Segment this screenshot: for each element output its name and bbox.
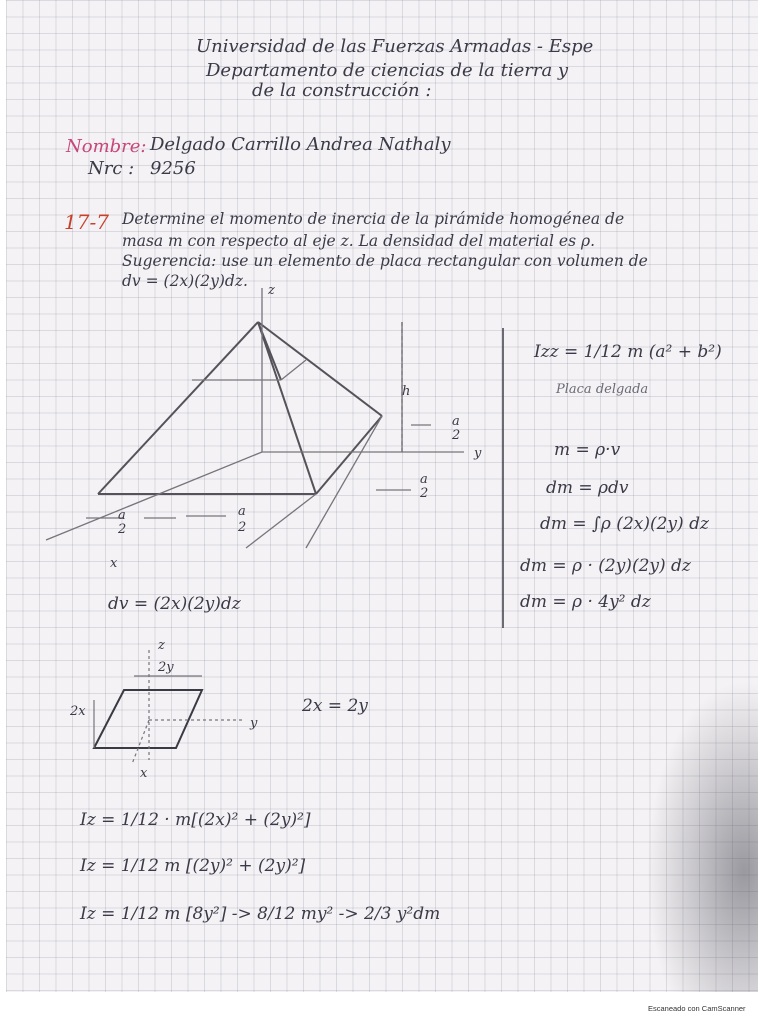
- scanner-watermark: Escaneado con CamScanner: [648, 1004, 746, 1013]
- dm-step-3: dm = ρ · (2y)(2y) dz: [520, 556, 691, 576]
- height-label: h: [402, 384, 411, 399]
- plate-y-label: y: [250, 716, 258, 731]
- page-shadow: [646, 680, 758, 992]
- name-label: Nombre:: [66, 136, 147, 157]
- derivation-line-2: Iz = 1/12 m [(2y)² + (2y)²]: [80, 856, 306, 876]
- a-half-bottom2-num: a: [238, 504, 246, 519]
- y-axis-label: y: [474, 446, 482, 461]
- header-construction: de la construcción :: [252, 80, 432, 101]
- plate-z-label: z: [158, 638, 165, 653]
- x-axis-label: x: [110, 556, 118, 571]
- izz-formula: Izz = 1/12 m (a² + b²): [534, 342, 722, 362]
- problem-line-3: Sugerencia: use un elemento de placa rectangular con volumen de: [122, 252, 648, 270]
- a-half-bottom1-den: 2: [118, 522, 127, 537]
- nrc-label: Nrc :: [88, 158, 135, 179]
- problem-line-2: masa m con respecto al eje z. La densidad del material es ρ.: [122, 232, 595, 250]
- a-half-bottom2-den: 2: [238, 520, 247, 535]
- header-university: Universidad de las Fuerzas Armadas - Espe: [196, 36, 594, 57]
- a-half-right-den: 2: [420, 486, 429, 501]
- a-half-right-num: a: [420, 472, 428, 487]
- dm-step-1: dm = ρdv: [546, 478, 629, 498]
- problem-number: 17-7: [64, 210, 109, 234]
- dm-step-2: dm = ∫ρ (2x)(2y) dz: [540, 514, 709, 534]
- notebook-page: [6, 0, 758, 992]
- nrc-value: 9256: [150, 158, 196, 179]
- placa-delgada-note: Placa delgada: [556, 382, 649, 397]
- mass-density-volume: m = ρ·v: [554, 440, 621, 460]
- problem-line-1: Determine el momento de inercia de la pirámide homogénea de: [122, 210, 625, 228]
- a-half-upper-den: 2: [452, 428, 461, 443]
- header-department: Departamento de ciencias de la tierra y: [206, 60, 569, 81]
- derivation-line-1: Iz = 1/12 · m[(2x)² + (2y)²]: [80, 810, 311, 830]
- plate-relation: 2x = 2y: [302, 696, 368, 716]
- derivation-line-3: Iz = 1/12 m [8y²] -> 8/12 my² -> 2/3 y²dm: [80, 904, 441, 924]
- dv-formula: dv = (2x)(2y)dz: [108, 594, 241, 614]
- dm-step-4: dm = ρ · 4y² dz: [520, 592, 651, 612]
- plate-left-label: 2x: [70, 704, 86, 719]
- z-axis-label: z: [268, 283, 275, 298]
- name-value: Delgado Carrillo Andrea Nathaly: [150, 134, 451, 155]
- a-half-bottom1-num: a: [118, 508, 126, 523]
- plate-width-label: 2y: [158, 660, 174, 675]
- a-half-upper-num: a: [452, 414, 460, 429]
- plate-x-label: x: [140, 766, 148, 781]
- problem-line-4: dv = (2x)(2y)dz.: [122, 272, 248, 290]
